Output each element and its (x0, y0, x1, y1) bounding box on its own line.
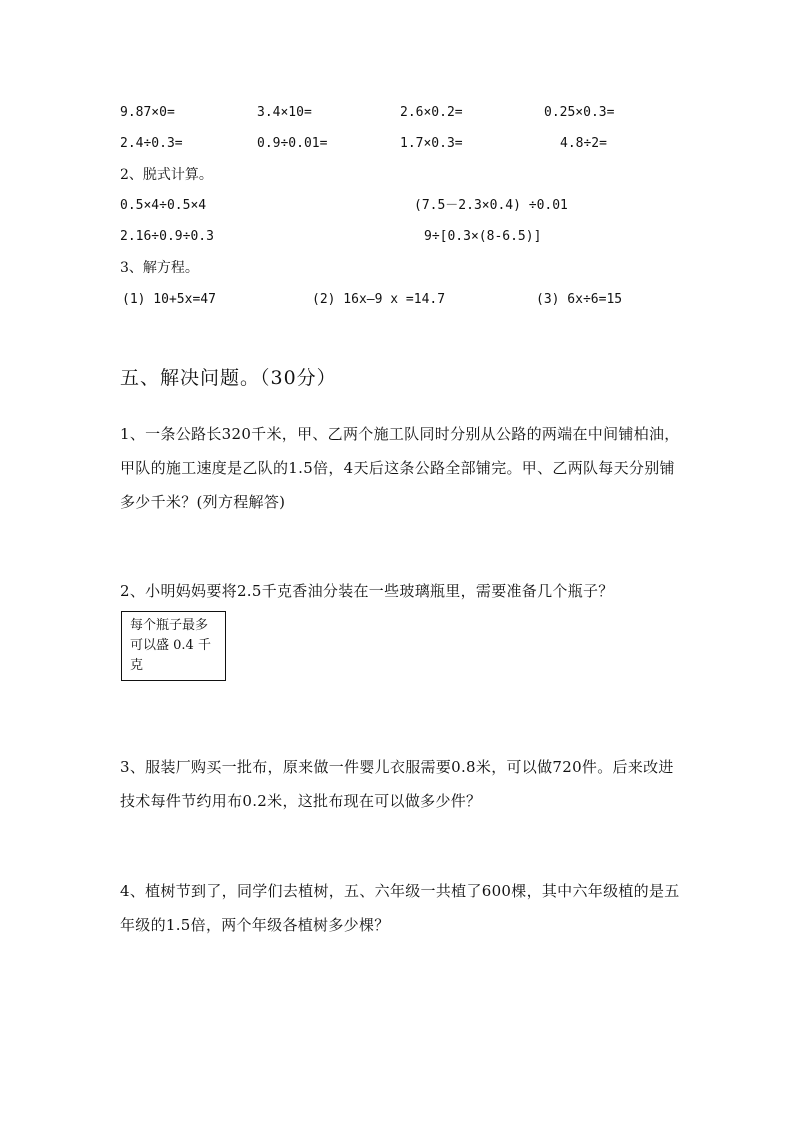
equation-2: (2) 16x—9 x =14.7 (312, 292, 446, 307)
oral-problem-5: 2.4÷0.3= (120, 136, 183, 151)
step-calc-1: 0.5×4÷0.5×4 (120, 198, 207, 213)
step-calc-2: (7.5－2.3×0.4) ÷0.01 (414, 198, 568, 213)
equation-3: (3) 6x÷6=15 (536, 292, 623, 307)
section-heading-problem-solving: 五、解决问题。（30分） (120, 367, 337, 389)
oral-problem-6: 0.9÷0.01= (257, 136, 328, 151)
oral-problem-1: 9.87×0= (120, 105, 175, 120)
step-calc-4: 9÷[0.3×(8-6.5)] (424, 229, 542, 244)
question-4: 4、植树节到了，同学们去植树，五、六年级一共植了600棵，其中六年级植的是五年级的1.5倍，两个年级各植树多少棵？ (120, 882, 680, 934)
section-title-equations: 3、解方程。 (120, 260, 199, 276)
step-calc-3: 2.16÷0.9÷0.3 (120, 229, 214, 244)
bottle-capacity-note: 每个瓶子最多可以盛 0.4 千克 (121, 611, 226, 681)
oral-problem-8: 4.8÷2= (560, 136, 607, 151)
question-2: 2、小明妈妈要将2.5千克香油分装在一些玻璃瓶里，需要准备几个瓶子？ (120, 582, 614, 600)
question-1: 1、一条公路长320千米，甲、乙两个施工队同时分别从公路的两端在中间铺柏油，甲队的施工速度是乙队的1.5倍，4天后这条公路全部铺完。甲、乙两队每天分别铺多少千米？(列方程解答) (120, 425, 680, 511)
oral-problem-2: 3.4×10= (257, 105, 312, 120)
oral-problem-4: 0.25×0.3= (544, 105, 615, 120)
question-3: 3、服装厂购买一批布，原来做一件婴儿衣服需要0.8米，可以做720件。后来改进技术每件节约用布0.2米，这批布现在可以做多少件？ (120, 758, 674, 810)
oral-problem-7: 1.7×0.3= (400, 136, 463, 151)
equation-1: (1) 10+5x=47 (122, 292, 216, 307)
section-title-step-calculation: 2、脱式计算。 (120, 167, 213, 183)
oral-problem-3: 2.6×0.2= (400, 105, 463, 120)
